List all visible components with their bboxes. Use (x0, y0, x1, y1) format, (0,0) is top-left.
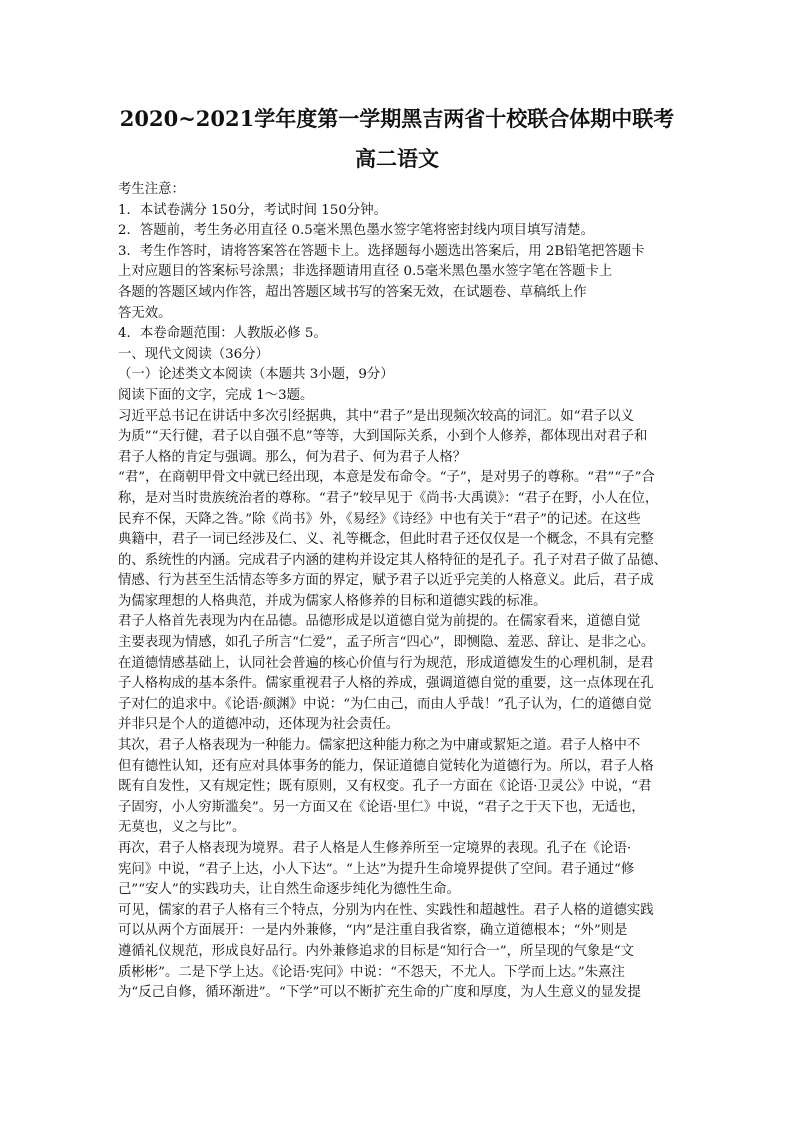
text-line: 但有德性认知，还有应对具体事务的能力，保证道德自觉转化为道德行为。所以，君子人格 (118, 758, 654, 774)
text-line: 主要表现为情感，如孔子所言“仁爱”，孟子所言“四心”，即恻隐、羞恶、辞让、是非之心。 (118, 635, 655, 651)
text-line: 可以从两个方面展开：一是内外兼修，“内”是注重自我省察，确立道德根本；“外”则是 (118, 923, 628, 939)
text-line: 其次，君子人格表现为一种能力。儒家把这种能力称之为中庸或絜矩之道。君子人格中不 (118, 738, 641, 754)
text-line: 可见，儒家的君子人格有三个特点，分别为内在性、实践性和超越性。君子人格的道德实践 (118, 902, 654, 918)
text-line: 质彬彬”。二是下学上达。《论语·宪问》中说：“不怨天，不尤人。下学而上达。”朱熹注 (118, 964, 625, 980)
text-line: 一、现代文阅读（36分） (118, 346, 269, 362)
text-line: 为儒家理想的人格典范，并成为儒家人格修养的目标和道德实践的标准。 (118, 593, 547, 609)
text-line: 1．本试卷满分 150分，考试时间 150分钟。 (118, 202, 388, 218)
text-line: 君子人格首先表现为内在品德。品德形成是以道德自觉为前提的。在儒家看来，道德自觉 (118, 614, 641, 630)
text-line: 的、系统性的内涵。完成君子内涵的建构并设定其人格特征的是孔子。孔子对君子做了品德、 (118, 552, 668, 568)
text-line: 答无效。 (118, 305, 172, 321)
text-line: 称，是对当时贵族统治者的尊称。“君子”较早见于《尚书·大禹谟》：“君子在野，小人在位， (118, 490, 659, 506)
text-line: 3．考生作答时，请将答案答在答题卡上。选择题每小题选出答案后，用 2B铅笔把答题卡 (118, 243, 645, 259)
text-line: 上对应题目的答案标号涂黑；非选择题请用直径 0.5毫米黑色墨水签字笔在答题卡上 (118, 264, 613, 280)
text-line: （一）论述类文本阅读（本题共 3小题，9分） (118, 367, 394, 383)
text-line: 子人格构成的基本条件。儒家重视君子人格的养成，强调道德自觉的重要，这一点体现在孔 (118, 676, 654, 692)
text-line: 2．答题前，考生务必用直径 0.5毫米黑色墨水签字笔将密封线内项目填写清楚。 (118, 223, 594, 239)
text-line: 各题的答题区域内作答，超出答题区域书写的答案无效，在试题卷、草稿纸上作 (118, 284, 587, 300)
text-line: 情感、行为甚至生活情态等多方面的界定，赋予君子以近乎完美的人格意义。此后，君子成 (118, 573, 654, 589)
text-line: 4．本卷命题范围：人教版必修 5。 (118, 326, 327, 342)
text-line: 阅读下面的文字，完成 1～3题。 (118, 387, 314, 403)
text-line: 子对仁的追求中。《论语·颜渊》中说：“为仁由己，而由人乎哉！”孔子认为，仁的道德自觉 (118, 696, 652, 712)
exam-title: 2020~2021学年度第一学期黑吉两省十校联合体期中联考 (119, 106, 675, 131)
text-line: 己”“安人”的实践功夫，让自然生命逐步纯化为德性生命。 (118, 882, 460, 898)
exam-subtitle: 高二语文 (355, 146, 439, 171)
text-line: 在道德情感基础上，认同社会普遍的核心价值与行为规范，形成道德发生的心理机制，是君 (118, 655, 654, 671)
text-line: 再次，君子人格表现为境界。君子人格是人生修养所至一定境界的表现。孔子在《论语· (118, 841, 632, 856)
text-line: “君”，在商朝甲骨文中就已经出现，本意是发布命令。“子”，是对男子的尊称。“君”“子”合 (118, 470, 655, 486)
text-line: 宪问》中说，“君子上达，小人下达”。“上达”为提升生命境界提供了空间。君子通过“修 (118, 861, 635, 877)
text-line: 习近平总书记在讲话中多次引经据典，其中“君子”是出现频次较高的词汇。如“君子以义 (118, 408, 634, 424)
text-line: 无莫也，义之与比”。 (118, 820, 246, 836)
exam-body (118, 180, 688, 1004)
text-line: 子固穷，小人穷斯滥矣”。另一方面又在《论语·里仁》中说，“君子之于天下也，无适也， (118, 799, 645, 815)
text-line: 为质”“天行健，君子以自强不息”等等，大到国际关系，小到个人修养，都体现出对君子和 (118, 429, 648, 445)
text-line: 并非只是个人的道德冲动，还体现为社会责任。 (118, 717, 400, 733)
text-line: 君子人格的肯定与强调。那么，何为君子、何为君子人格？ (118, 449, 467, 465)
text-line: 为“反己自修，循环渐进”。“下学”可以不断扩充生命的广度和厚度，为人生意义的显发提 (118, 985, 641, 1001)
text-line: 考生注意： (118, 182, 185, 197)
text-line: 民弃不保，天降之咎。”除《尚书》外，《易经》《诗经》中也有关于“君子”的记述。在这些 (118, 511, 641, 527)
text-line: 典籍中，君子一词已经涉及仁、义、礼等概念，但此时君子还仅仅是一个概念，不具有完整 (118, 532, 654, 548)
text-line: 遵循礼仪规范，形成良好品行。内外兼修追求的目标是“知行合一”，所呈现的气象是“文 (118, 943, 634, 959)
text-line: 既有自发性，又有规定性；既有原则，又有权变。孔子一方面在《论语·卫灵公》中说，“君 (118, 779, 652, 795)
